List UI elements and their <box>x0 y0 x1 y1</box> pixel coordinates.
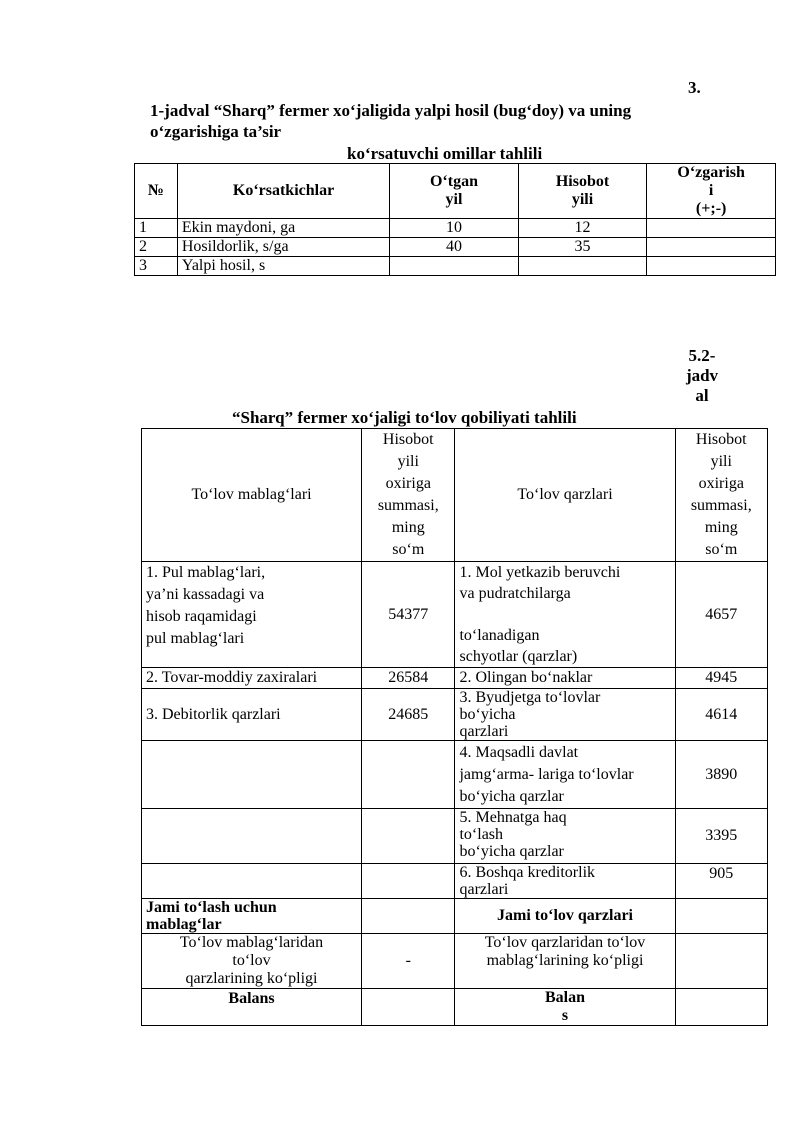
table2-debt: 6. Boshqa kreditorlik qarzlari <box>455 864 675 899</box>
table1-header-indicator: Ko‘rsatkichlar <box>177 164 389 219</box>
table2-fund-sum <box>362 864 455 899</box>
table2-header-funds-sum: Hisobot yili oxiriga summasi, ming so‘m <box>362 429 455 562</box>
table2-header-row <box>142 429 768 562</box>
table1-cell-last <box>390 257 519 276</box>
table2-debt-sum: 3395 <box>675 809 767 864</box>
table1 <box>134 163 776 276</box>
table2-excess-funds: To‘lov mablag‘laridan to‘lov qarzlarining ko‘pligi <box>142 934 362 989</box>
table2-total-debts-sum <box>675 899 767 934</box>
table1-header-report-year: Hisobot yili <box>518 164 647 219</box>
table2-fund-sum: 54377 <box>362 562 455 668</box>
table2-debt-sum: 4945 <box>675 668 767 689</box>
table2-excess-debts: To‘lov qarzlaridan to‘lov mablag‘larining ko‘pligi <box>455 934 675 989</box>
table1-cell-num: 1 <box>135 219 178 238</box>
table2-excess-debts-sum <box>675 934 767 989</box>
table-row <box>142 689 768 741</box>
table1-cell-report <box>518 257 647 276</box>
table1-cell-name: Hosildorlik, s/ga <box>177 238 389 257</box>
table2-total-row <box>142 899 768 934</box>
table2-debt-sum: 4614 <box>675 689 767 741</box>
table-row <box>142 562 768 668</box>
table-row <box>135 238 776 257</box>
table-row <box>142 864 768 899</box>
table2-fund <box>142 809 362 864</box>
table2-fund: 3. Debitorlik qarzlari <box>142 689 362 741</box>
table2-debt: 2. Olingan bo‘naklar <box>455 668 675 689</box>
table2-excess-dash: - <box>362 934 455 989</box>
table1-header-last-year: O‘tgan yil <box>390 164 519 219</box>
table-row <box>142 668 768 689</box>
table2 <box>141 428 768 1026</box>
table1-cell-change <box>647 219 776 238</box>
table2-total-funds: Jami to‘lash uchun mablag‘lar <box>142 899 362 934</box>
table2-title: “Sharq” fermer xo‘jaligi to‘lov qobiliyati tahlili <box>232 408 577 427</box>
table2-debt-sum: 4657 <box>675 562 767 668</box>
table2-fund-sum: 26584 <box>362 668 455 689</box>
table1-title-line2: o‘zgarishiga ta’sir <box>150 122 282 141</box>
table2-excess-row <box>142 934 768 989</box>
table1-cell-name: Ekin maydoni, ga <box>177 219 389 238</box>
table2-label: 5.2- jadv al <box>685 346 719 405</box>
table1-title-line3: ko‘rsatuvchi omillar tahlili <box>347 144 543 163</box>
table1-header-change: O‘zgarish i (+;-) <box>647 164 776 219</box>
table2-total-funds-sum <box>362 899 455 934</box>
table2-balance-right: Balan s <box>455 989 675 1026</box>
table1-cell-last: 40 <box>390 238 519 257</box>
table2-header-debts: To‘lov qarzlari <box>455 429 675 562</box>
table-row <box>135 219 776 238</box>
page-number: 3. <box>688 78 701 97</box>
table-row <box>135 257 776 276</box>
table1-cell-change <box>647 257 776 276</box>
table2-fund-sum: 24685 <box>362 689 455 741</box>
table2-debt: 4. Maqsadli davlat jamg‘arma- lariga to‘lovlar bo‘yicha qarzlar <box>455 741 675 809</box>
table1-cell-last: 10 <box>390 219 519 238</box>
table2-balance-left: Balans <box>142 989 362 1026</box>
table2-debt: 5. Mehnatga haq to‘lash bo‘yicha qarzlar <box>455 809 675 864</box>
table2-fund-sum <box>362 741 455 809</box>
table-row <box>142 741 768 809</box>
table1-header-num: № <box>135 164 178 219</box>
table-row <box>142 809 768 864</box>
table1-cell-report: 12 <box>518 219 647 238</box>
table2-header-debts-sum: Hisobot yili oxiriga summasi, ming so‘m <box>675 429 767 562</box>
table2-debt: 3. Byudjetga to‘lovlar bo‘yicha qarzlari <box>455 689 675 741</box>
table2-debt-sum: 905 <box>675 864 767 899</box>
table2-fund <box>142 741 362 809</box>
table2-debt: 1. Mol yetkazib beruvchi va pudratchilarga to‘lanadigan schyotlar (qarzlar) <box>455 562 675 668</box>
table2-fund: 2. Tovar-moddiy zaxiralari <box>142 668 362 689</box>
table2-total-debts: Jami to‘lov qarzlari <box>455 899 675 934</box>
table1-cell-report: 35 <box>518 238 647 257</box>
table2-balance-row <box>142 989 768 1026</box>
table2-fund-sum <box>362 809 455 864</box>
table2-header-funds: To‘lov mablag‘lari <box>142 429 362 562</box>
table2-balance-right-sum <box>675 989 767 1026</box>
table1-cell-name: Yalpi hosil, s <box>177 257 389 276</box>
table2-fund: 1. Pul mablag‘lari, ya’ni kassadagi va hisob raqamidagi pul mablag‘lari <box>142 562 362 668</box>
table1-cell-change <box>647 238 776 257</box>
table1-title-line1: 1-jadval “Sharq” fermer xo‘jaligida yalpi hosil (bug‘doy) va uning <box>150 101 632 120</box>
table2-debt-sum: 3890 <box>675 741 767 809</box>
table2-balance-left-sum <box>362 989 455 1026</box>
table2-fund <box>142 864 362 899</box>
table1-cell-num: 2 <box>135 238 178 257</box>
table1-cell-num: 3 <box>135 257 178 276</box>
table1-header-row <box>135 164 776 219</box>
